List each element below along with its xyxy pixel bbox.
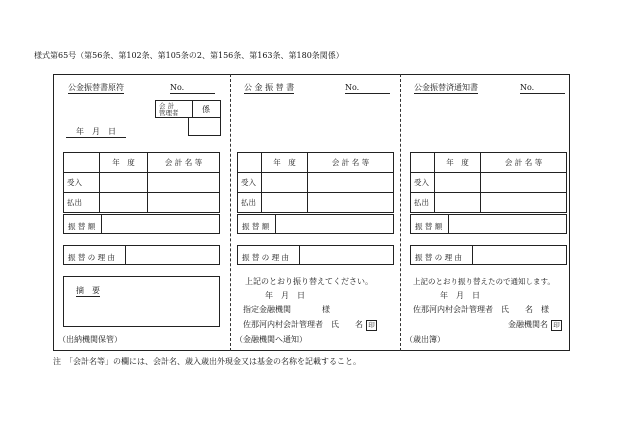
form3-no: No. bbox=[520, 84, 565, 94]
form2-request-text: 上記のとおり振り替えてください。 bbox=[245, 277, 373, 286]
form2-amount-row: 振 替 額 bbox=[237, 214, 394, 234]
form-number-header: 様式第65号（第56条、第102条、第105条の2、第156条、第163条、第180条関係） bbox=[34, 51, 344, 60]
form1-amount-row bbox=[63, 214, 220, 234]
form2-sama: 様 bbox=[322, 305, 330, 314]
form2-date: 年 月 日 bbox=[265, 291, 305, 300]
account-header: 会 計 名 等 bbox=[148, 153, 220, 173]
reason-label: 振 替 の 理 由 bbox=[64, 246, 126, 264]
footer-note: 注 「会計名等」の欄には、会計名、歳入歳出外現金又は基金の名称を記載すること。 bbox=[53, 357, 361, 366]
form1-keep-note: （出納機関保管） bbox=[58, 335, 122, 344]
perforation-line-2 bbox=[400, 74, 401, 351]
form1-stamp-blank bbox=[188, 118, 221, 136]
form2-to-note: （金融機関へ通知） bbox=[235, 335, 307, 344]
form3-account-table: 年 度 会 計 名 等 受入 払出 bbox=[410, 152, 567, 213]
form1-summary-box bbox=[63, 276, 220, 327]
form1-reason-row bbox=[63, 245, 220, 265]
form2-bank-label: 指定金融機関 bbox=[243, 305, 291, 314]
form1-stamp-box bbox=[155, 100, 221, 118]
form3-bank-line: 金融機関名 印 bbox=[508, 320, 562, 331]
form2-reason-row: 振 替 の 理 由 bbox=[237, 245, 394, 265]
form1-no: No. bbox=[170, 84, 215, 94]
form1-date: 年 月 日 bbox=[66, 128, 126, 138]
receipt-label: 受入 bbox=[64, 173, 100, 193]
form3-title: 公金振替済通知書 bbox=[414, 83, 478, 92]
form2-title: 公 金 振 替 書 bbox=[244, 83, 295, 92]
form1-title: 公金振替書原符 bbox=[68, 83, 124, 92]
form3-officer-line: 佐那河内村会計管理者 氏 名 様 bbox=[413, 305, 549, 314]
form2-officer-line: 佐那河内村会計管理者 氏 名 印 bbox=[243, 320, 377, 331]
form2-account-table: 年 度 会 計 名 等 受入 払出 bbox=[237, 152, 394, 213]
form3-notice-text: 上記のとおり振り替えたので通知します。 bbox=[413, 277, 555, 286]
form1-account-table bbox=[63, 152, 220, 213]
payment-label: 払出 bbox=[64, 193, 100, 213]
seal-mark: 印 bbox=[366, 320, 377, 331]
stamp-staff-label: 係 bbox=[202, 105, 210, 114]
stamp-accountant-label: 会 計 管理者 bbox=[159, 102, 179, 118]
form2-no: No. bbox=[345, 84, 390, 94]
form3-reason-row: 振 替 の 理 由 bbox=[410, 245, 567, 265]
form3-keep-note: （歳出簿） bbox=[405, 335, 445, 344]
summary-label: 摘 要 bbox=[76, 286, 100, 295]
perforation-line-1 bbox=[230, 74, 231, 351]
form3-date: 年 月 日 bbox=[440, 291, 480, 300]
amount-label: 振 替 額 bbox=[64, 215, 102, 233]
year-header: 年 度 bbox=[100, 153, 148, 173]
form3-amount-row: 振 替 額 bbox=[410, 214, 567, 234]
